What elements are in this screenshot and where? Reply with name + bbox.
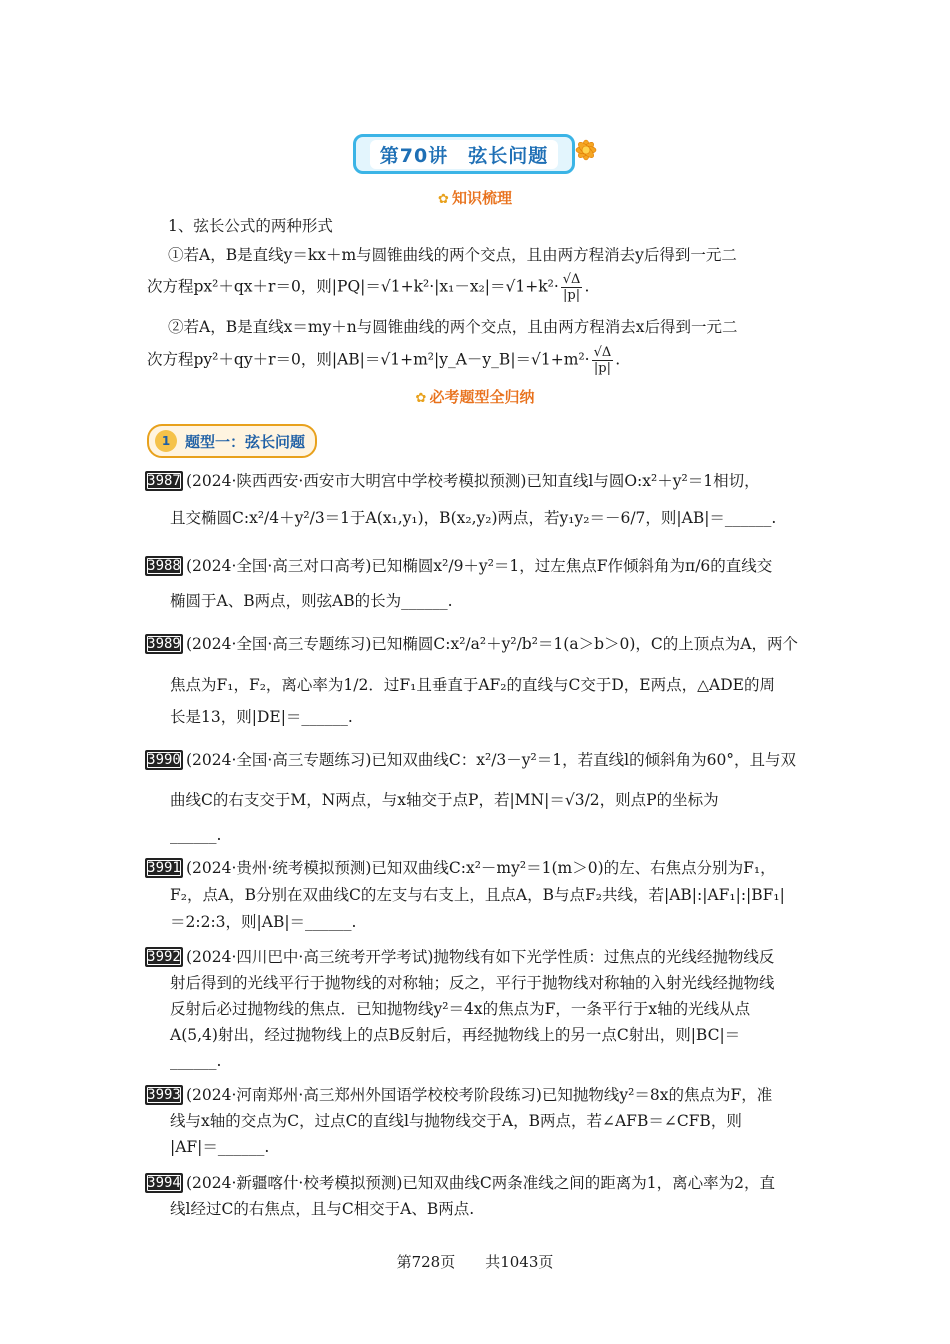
question-number: 3988: [145, 556, 183, 576]
question-number: 3993: [145, 1085, 183, 1105]
question-line: 线l经过C的右焦点，且与C相交于A、B两点.: [170, 1200, 475, 1218]
question-line: 曲线C的右支交于M，N两点，与x轴交于点P，若|MN|＝√3/2，则点P的坐标为: [170, 791, 719, 809]
question-number: 3987: [145, 471, 183, 491]
question-line: 反射后必过抛物线的焦点．已知抛物线y²＝4x的焦点为F，一条平行于x轴的光线从点: [170, 1000, 751, 1018]
section-summary: ✿ 必考题型全归纳: [415, 388, 535, 406]
question-line: 椭圆于A、B两点，则弦AB的长为______.: [170, 592, 453, 610]
question-number: 3994: [145, 1173, 183, 1193]
question-line: (2024·陕西西安·西安市大明宫中学校考模拟预测)已知直线l与圆O:x²＋y²＝1相切，: [186, 472, 760, 490]
question-type-badge: [147, 424, 317, 458]
formula-item1-line1: ①若A，B是直线y＝kx＋m与圆锥曲线的两个交点，且由两方程消去y后得到一元二: [168, 246, 737, 264]
page-footer: 第728页 共1043页: [396, 1253, 554, 1271]
question-line: (2024·全国·高三专题练习)已知椭圆C:x²/a²＋y²/b²＝1(a＞b＞0)，C的上顶点为A，两个: [186, 635, 798, 653]
question-type-label: 题型一：弦长问题: [185, 432, 306, 451]
question-line: 线与x轴的交点为C，过点C的直线l与抛物线交于A，B两点，若∠AFB＝∠CFB，则: [170, 1112, 742, 1130]
question-line: 焦点为F₁，F₂，离心率为1/2．过F₁且垂直于AF₂的直线与C交于D，E两点，△ADE的周: [170, 676, 775, 694]
formula-item2-fraction: $\frac{√\Delta}{|p|}$: [593, 345, 612, 376]
star-number-icon: 1: [155, 430, 177, 452]
question-number: 3989: [145, 634, 183, 654]
formula-item1-line2: 次方程px²＋qx＋r＝0，则|PQ|＝√1+k²·|x₁－x₂|＝√1+k²· $\frac{√\Delta}{|p|}$ .: [147, 272, 590, 303]
question-number: 3992: [145, 947, 183, 967]
question-line: 且交椭圆C:x²/4＋y²/3＝1于A(x₁,y₁)，B(x₂,y₂)两点，若y₁y₂＝－6/7，则|AB|＝______.: [170, 509, 777, 527]
question-line: ＝2:2:3，则|AB|＝______.: [170, 913, 357, 931]
question-line: (2024·四川巴中·高三统考开学考试)抛物线有如下光学性质：过焦点的光线经抛物线反: [186, 948, 775, 966]
question-line: (2024·贵州·统考模拟预测)已知双曲线C:x²－my²＝1(m＞0)的左、右焦点分别为F₁，: [186, 859, 776, 877]
formula-item2-line1: ②若A，B是直线x＝my＋n与圆锥曲线的两个交点，且由两方程消去x后得到一元二: [168, 318, 738, 336]
question-line: (2024·新疆喀什·校考模拟预测)已知双曲线C两条准线之间的距离为1，离心率为2，直: [186, 1174, 775, 1192]
question-line: 射后得到的光线平行于抛物线的对称轴；反之，平行于抛物线对称轴的入射光线经抛物线: [170, 974, 775, 992]
question-line: (2024·河南郑州·高三郑州外国语学校校考阶段练习)已知抛物线y²＝8x的焦点为F，准: [186, 1086, 773, 1104]
formula-heading: 1、弦长公式的两种形式: [168, 217, 333, 235]
question-line: |AF|＝______.: [170, 1138, 270, 1156]
question-line: ______.: [170, 1052, 222, 1070]
flower-icon: [565, 129, 607, 171]
lesson-title-banner: [353, 134, 575, 174]
question-line: (2024·全国·高三对口高考)已知椭圆x²/9＋y²＝1，过左焦点F作倾斜角为π/6的直线交: [186, 557, 773, 575]
question-number: 3990: [145, 750, 183, 770]
formula-item1-fraction: $\frac{√\Delta}{|p|}$: [562, 272, 581, 303]
question-line: ______.: [170, 826, 222, 844]
question-line: F₂，点A，B分别在双曲线C的左支与右支上，且点A，B与点F₂共线，若|AB|:|AF₁|:|BF₁|: [170, 886, 785, 904]
gear-icon: ✿: [438, 192, 449, 207]
formula-item2-line2: 次方程py²＋qy＋r＝0，则|AB|＝√1+m²|y_A－y_B|＝√1+m²· $\frac{√\Delta}{|p|}$ .: [147, 345, 621, 376]
question-line: (2024·全国·高三专题练习)已知双曲线C：x²/3－y²＝1，若直线l的倾斜角为60°，且与双: [186, 751, 797, 769]
question-number: 3991: [145, 858, 183, 878]
question-line: 长是13，则|DE|＝______.: [170, 708, 353, 726]
question-line: A(5,4)射出，经过抛物线上的点B反射后，再经抛物线上的另一点C射出，则|BC|＝: [170, 1026, 741, 1044]
lesson-title: 第70讲 弦长问题: [370, 140, 558, 169]
gear-icon: ✿: [415, 391, 427, 406]
section-knowledge: ✿ 知识梳理: [438, 189, 512, 207]
